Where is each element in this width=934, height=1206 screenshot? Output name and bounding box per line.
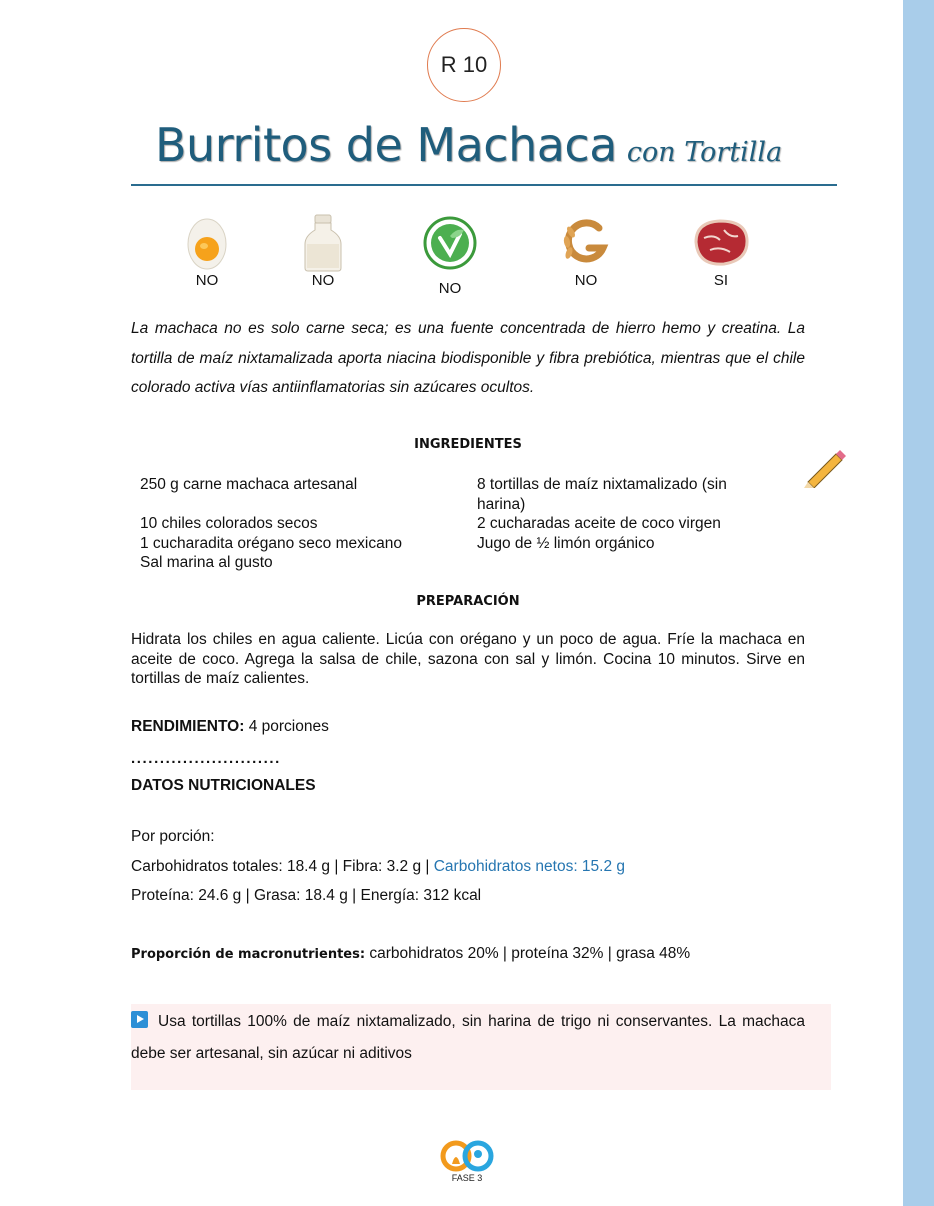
allergen-gluten (546, 214, 626, 289)
title-sub: con Tortilla (626, 137, 783, 168)
macro-proportion-line (131, 945, 690, 963)
nutrition-protein-line: Proteína: 24.6 g | Grasa: 18.4 g | Energía: 312 kcal (131, 887, 482, 904)
ingredient-item: Jugo de ½ limón orgánico (477, 534, 655, 552)
net-carbs-text: Carbohidratos netos: 15.2 g (433, 858, 626, 875)
recipe-code: R 10 (440, 52, 488, 77)
wheat-gluten-icon (546, 214, 626, 272)
ingredient-item: 250 g carne machaca artesanal (140, 476, 358, 493)
carbs-fiber-text: Carbohidratos totales: 18.4 g | Fibra: 3.2 g | (131, 858, 434, 875)
ingredient-item: 2 cucharadas aceite de coco virgen (477, 515, 721, 532)
milk-bottle-icon (283, 214, 363, 272)
allergen-vegan-value: NO (438, 280, 462, 297)
pencil-icon (802, 446, 846, 493)
ingredient-item: Sal marina al gusto (140, 554, 273, 571)
allergen-meat (681, 214, 761, 289)
yield-value: 4 porciones (248, 718, 329, 735)
side-color-bar (903, 0, 934, 1206)
macro-value: carbohidratos 20% | proteína 32% | grasa 48% (369, 945, 691, 962)
play-icon (131, 1011, 148, 1028)
egg-icon (167, 214, 247, 272)
title-underline (131, 184, 837, 186)
tip-paragraph (131, 1006, 805, 1070)
ingredients-heading: INGREDIENTES (414, 437, 522, 452)
allergen-egg (167, 214, 247, 289)
preparation-text: Hidrata los chiles en agua caliente. Licúa con orégano y un poco de agua. Fríe la machaca en aceite de coco. Agrega la salsa de chile, sazona con sal y limón. Cocina 10 minutos. Sirve en tortillas de maíz calientes. (131, 631, 805, 687)
yield-line (131, 718, 329, 736)
intro-paragraph: La machaca no es solo carne seca; es una fuente concentrada de hierro hemo y creatina. La tortilla de maíz nixtamalizada aporta niacina biodisponible y fibra prebiótica, mientras que el chile colorado activa vías antiinflamatorias sin azúcares ocultos. (131, 320, 805, 396)
ingredients-right-column (477, 475, 767, 553)
allergen-egg-value: NO (195, 272, 219, 289)
ingredients-left-column (140, 475, 460, 573)
phase-logo-icon (438, 1136, 496, 1176)
per-portion-label: Por porción: (131, 828, 215, 845)
ingredient-item: 10 chiles colorados secos (140, 515, 318, 532)
recipe-code-badge (427, 28, 501, 102)
allergen-gluten-value: NO (574, 272, 598, 289)
allergen-milk (283, 214, 363, 289)
nutrition-carbs-line (131, 858, 625, 876)
recipe-title (155, 118, 782, 172)
yield-label: RENDIMIENTO: (131, 718, 245, 735)
allergen-meat-value: SI (713, 272, 729, 289)
ingredient-item: 8 tortillas de maíz nixtamalizado (sin harina) (477, 476, 727, 513)
ingredient-item: 1 cucharadita orégano seco mexicano (140, 534, 402, 552)
allergen-vegan (410, 214, 490, 297)
tip-box (131, 1004, 831, 1090)
allergen-milk-value: NO (311, 272, 335, 289)
preparation-heading: PREPARACIÓN (416, 594, 520, 609)
dotted-divider: .......................... (131, 750, 281, 767)
nutrition-heading: DATOS NUTRICIONALES (131, 777, 316, 794)
tip-text: Usa tortillas 100% de maíz nixtamalizado, sin harina de trigo ni conservantes. La machaca debe ser artesanal, sin azúcar ni aditivos (131, 1013, 805, 1062)
macro-label: Proporción de macronutrientes: (131, 947, 366, 962)
red-meat-icon (681, 214, 761, 272)
vegan-badge-icon (410, 214, 490, 272)
title-main: Burritos de Machaca (155, 118, 617, 172)
phase-label: FASE 3 (451, 1173, 483, 1183)
